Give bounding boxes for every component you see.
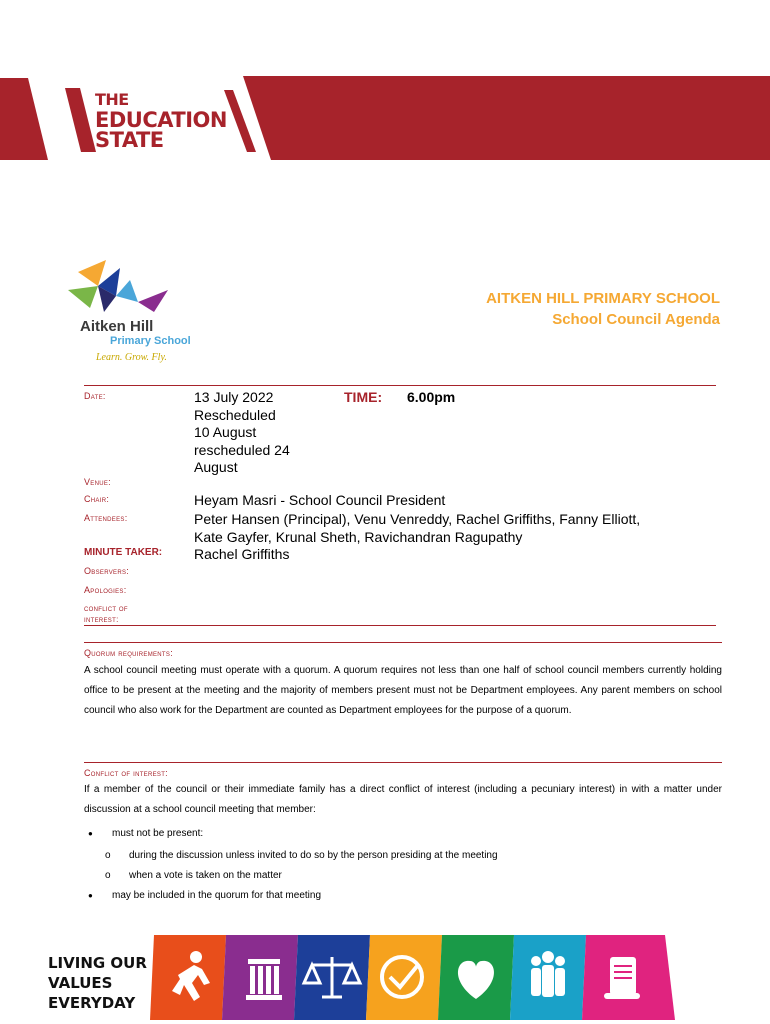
conflict-text: If a member of the council or their immediate family has a direct conflict of interest (including a pecuniary interest) in with a matter under discussion at a school council meeting that member: bbox=[84, 784, 722, 815]
divider bbox=[84, 642, 722, 643]
bullet-text: during the discussion unless invited to do so by the person presiding at the meeting bbox=[129, 850, 498, 861]
minute-taker-value: Rachel Griffiths bbox=[194, 546, 290, 562]
divider bbox=[84, 625, 716, 626]
conflict-heading: Conflict of interest: bbox=[84, 768, 168, 778]
list-item bbox=[88, 890, 321, 901]
attendees-label: Attendees: bbox=[84, 513, 128, 523]
divider bbox=[84, 762, 722, 763]
list-item bbox=[88, 828, 203, 839]
date-line: 10 August bbox=[194, 424, 257, 440]
attendees-line: Peter Hansen (Principal), Venu Venreddy, Rachel Griffiths, Fanny Elliott, bbox=[194, 511, 641, 527]
values-icon-strip bbox=[150, 935, 680, 1020]
bullet-marker: ● bbox=[88, 829, 93, 838]
logo-school-sub: Primary School bbox=[110, 335, 191, 347]
date-line: Rescheduled bbox=[194, 406, 276, 423]
school-name-heading: AITKEN HILL PRIMARY SCHOOL bbox=[486, 290, 720, 307]
banner-line-2: EDUCATION bbox=[95, 108, 227, 132]
document-title-block bbox=[486, 288, 720, 330]
slogan-line: LIVING OUR bbox=[48, 954, 147, 972]
date-label: Date: bbox=[84, 391, 106, 401]
conflict-label-line: conflict of bbox=[84, 604, 128, 613]
minute-taker-label: MINUTE TAKER: bbox=[84, 547, 163, 558]
bullet-text: may be included in the quorum for that meeting bbox=[112, 890, 322, 901]
list-item bbox=[105, 850, 498, 861]
venue-label: Venue: bbox=[84, 477, 111, 487]
value-panel-4 bbox=[366, 935, 442, 1020]
chair-value: Heyam Masri - School Council President bbox=[194, 492, 446, 508]
slogan-line: VALUES bbox=[48, 974, 113, 992]
bullet-marker: ● bbox=[88, 891, 93, 900]
bullet-marker: o bbox=[105, 870, 111, 881]
list-item bbox=[105, 870, 282, 881]
time-value: 6.00pm bbox=[407, 389, 456, 405]
bullet-marker: o bbox=[105, 850, 111, 861]
quorum-heading: Quorum requirements: bbox=[84, 648, 174, 658]
chair-label: Chair: bbox=[84, 494, 110, 504]
banner-line-1: THE bbox=[95, 90, 129, 109]
agenda-heading: School Council Agenda bbox=[552, 311, 720, 328]
conflict-label bbox=[84, 603, 128, 625]
date-line: rescheduled 24 bbox=[194, 441, 290, 458]
attendees-line: Kate Gayfer, Krunal Sheth, Ravichandran Ragupathy bbox=[194, 528, 523, 545]
bullet-text: must not be present: bbox=[112, 828, 204, 839]
slogan-line: EVERYDAY bbox=[48, 994, 136, 1012]
values-slogan bbox=[48, 953, 147, 1013]
observers-label: Observers: bbox=[84, 566, 130, 576]
apologies-label: Apologies: bbox=[84, 585, 127, 595]
conflict-label-line: interest: bbox=[84, 615, 119, 624]
date-line: August bbox=[194, 459, 238, 475]
date-line: 13 July 2022 bbox=[194, 389, 274, 405]
banner-line-3: STATE bbox=[95, 128, 164, 152]
bullet-text: when a vote is taken on the matter bbox=[129, 870, 282, 881]
quorum-text: A school council meeting must operate with a quorum. A quorum requires not less than one half of school council members currently holding office to be present at the meeting and the majority of members present must not be Department employees. Any parent members on school council who also work for the Department are counted as Department employees for the purpose of a quorum. bbox=[84, 665, 722, 716]
date-value bbox=[194, 389, 290, 477]
logo-school-name: Aitken Hill bbox=[80, 318, 154, 335]
time-label: TIME: bbox=[344, 389, 383, 405]
divider bbox=[84, 385, 716, 386]
attendees-value bbox=[194, 511, 640, 546]
logo-motto: Learn. Grow. Fly. bbox=[96, 352, 167, 363]
people-icon bbox=[531, 951, 565, 997]
education-state-logo bbox=[95, 90, 227, 150]
